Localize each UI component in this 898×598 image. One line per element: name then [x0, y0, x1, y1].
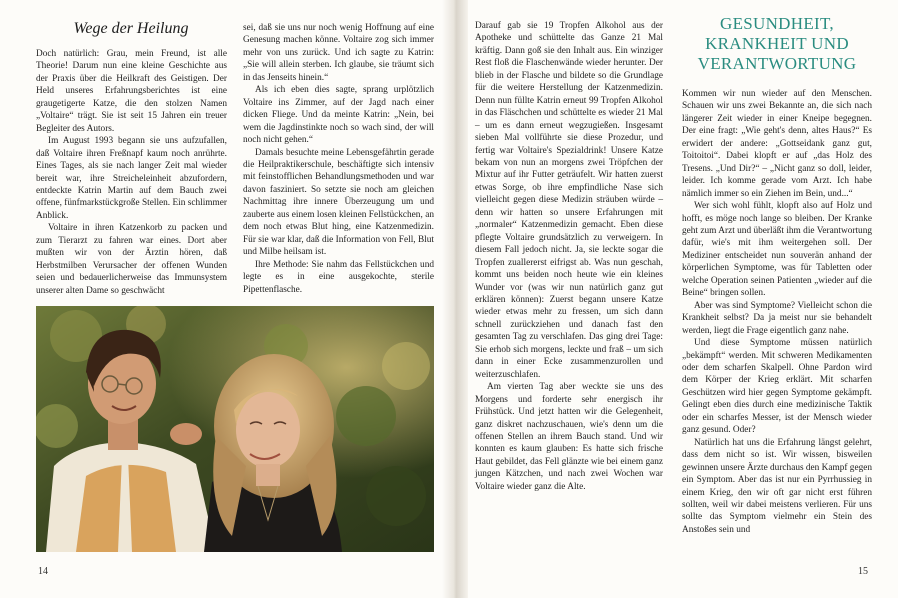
couple-photo [36, 306, 434, 552]
paragraph: Wer sich wohl fühlt, klopft also auf Holz und hofft, es möge noch lange so bleiben. Der Kranke geht zum Arzt und überläßt ihm die Verantwortung dafür, wie's mit ihm weitergehen soll. Der Mediziner entscheidet nun souverän anhand der körperlichen Symptome, was für Tabletten oder welche Operation seinen Patienten „wieder auf die Beine“ bringen sollen. [682, 201, 872, 299]
paragraph: Natürlich hat uns die Erfahrung längst gelehrt, dass dem nicht so ist. Wir wissen, bisweilen gewinnen unsere Ärzte durchaus den Kampf gegen ein Symptom. Aber das ist nur ein Pyrrhussieg in einem Krieg, den wir oft gar nicht erst führen sollten, weil wir dabei meistens verlieren. Für uns sollte das Symptom vielmehr ein Stein des Anstoßes sein und [682, 437, 872, 535]
paragraph: Ihre Methode: Sie nahm das Fellstückchen und legte es in eine ausgekochte, sterile Pipettenflasche. [243, 259, 434, 295]
paragraph: Voltaire in ihren Katzenkorb zu packen und zum Tierarzt zu fahren war eines. Dort aber mußten wir von der Ärztin hören, daß Herbstmilben Verursacher der offenen Wunden seien und bedauerlicherweise das Immunsystem unserer alten Dame so geschwächt [36, 223, 227, 296]
paragraph: sei, daß sie uns nur noch wenig Hoffnung auf eine Genesung machen könne. Voltaire zog sich immer mehr von uns zurück. Und ich sagte zu Katrin: „Sie will allein sterben. Ich glaube, sie träumt sich in das Jenseits hinein.“ [243, 23, 434, 83]
right-column-1 [475, 20, 663, 493]
paragraph: Kommen wir nun wieder auf den Menschen. Schauen wir uns zwei Bekannte an, die sich nach längerer Zeit wieder in einer Kneipe begegnen. Der eine fragt: „Wie geht's denn, altes Haus?“ Es erwidert der andere: „Gottseidank ganz gut, Toitoitoi“. Dabei klopft er auf „das Holz des Tresens. „Und Dir?“ – „Nicht ganz so doll, leider, leider. Ich komme gerade vom Arzt. Ich habe nämlich immer so ein Ziehen im Bein, und...“ [682, 89, 872, 199]
book-gutter [442, 0, 468, 598]
paragraph: Damals besuchte meine Lebensgefährtin gerade die Heilpraktikerschule, beschäftigte sich intensiv mit feinstofflichen Behandlungsmethoden und war davon fasziniert. So setzte sie noch am gleichen Nachmittag ihre innere Überzeugung um und zauberte aus einem losen kleinen Fellstückchen, an dem noch etwas Blut hing, eine Katzenmedizin. Für sie war klar, daß die Information von Fell, Blut und Milbe heilsam ist. [243, 147, 434, 258]
paragraph: Und diese Symptome müssen natürlich „bekämpft“ werden. Mit schweren Medikamenten oder dem scharfen Skalpell. Ohne Pardon wird dem Körper der Krieg erklärt. Mit scharfen Geschützen wird hier gegen Symptome gekämpft. Gelingt eben dies durch eine medizinische Taktik oder ein scharfes Messer, ist der Mensch wieder ganz gesund. Oder? [682, 338, 872, 436]
paragraph: Am vierten Tag aber weckte sie uns des Morgens und forderte sehr energisch ihr Frühstück. Und jetzt hatten wir die Gelegenheit, ganz diskret nachzuschauen, wie's denn um die offenen Stellen an ihrem Bauch stand. Und wir konnten es kaum glauben: Es hatte sich frische Haut gebildet, das Fell glänzte wie bei einem ganz jungen Kätzchen, und nach zwei Wochen war Voltaire wieder ganz die Alte. [475, 382, 663, 492]
chapter-title-line: VERANTWORTUNG [697, 54, 857, 73]
paragraph: Darauf gab sie 19 Tropfen Alkohol aus der Apotheke und schüttelte das Ganze 21 Mal kräftig. Dann goß sie den Inhalt aus. Ein winziger Rest floß die Flaschenwände wieder herunter. Der blieb in der Flasche und bildete so die Grundlage für die weitere Herstellung der Katzenmedizin. Denn nun füllte Katrin erneut 99 Tropfen Alkohol in das Fläschchen und schüttelte es wieder 21 Mal – um es dann erneut wegzugießen. Insgesamt sieben Mal vollführte sie diese Prozedur, und fertig war Voltaire's Spezialdrink! Unsere Katze bekam von nun an morgens zwei Tröpfchen der Mixtur auf ihr Futter geträufelt. Wir hatten zuerst etwas Sorge, ob ihre empfindliche Nase sich vielleicht gegen diese Medizin sträuben würde – denn wir hatten so unsere Erfahrungen mit „normaler“ Katzenmedizin gemacht. Eben diese pflegte Voltaire grundsätzlich zu verweigern. In diesem Fall jedoch nicht. Ja, sie leckte sogar die Tropfen zuallererst eifrigst ab. Was nun geschah, kommt uns beiden noch heute wie ein kleines Wunder vor (was wir nun natürlich ganz gut erklären können): Zuerst begann unsere Katze wieder etwas mehr zu fressen, um sich dann schnell zurückziehen und danach fast den gesamten Tag zu verschlafen. Das ging drei Tage: Sie erhob sich morgens, leckte und fraß – um sich dann in einer Ecke zusammenzurollen und weiterzuschlafen. [475, 21, 663, 380]
page-number-right: 15 [858, 566, 868, 577]
page-number-left: 14 [38, 566, 48, 577]
paragraph: Im August 1993 begann sie uns aufzufallen, daß Voltaire ihren Freßnapf kaum noch anrührte. Eines Tages, als sie nach langer Zeit mal wieder bereit war, ihre Streicheleinheit abzufordern, entdeckte Katrin Martin auf dem Bauch zwei offene, fünfmarkstückgroße Stellen. Ein schlimmer Anblick. [36, 136, 227, 221]
left-column-2 [243, 22, 434, 296]
chapter-title-left: Wege der Heilung [73, 20, 189, 37]
chapter-title-right [682, 14, 872, 74]
left-column-1 [36, 48, 227, 297]
paragraph: Aber was sind Symptome? Vielleicht schon die Krankheit selbst? Da ja meist nur sie behandelt werden, liegt die Frage eigentlich ganz nahe. [682, 300, 872, 336]
right-column-2 [682, 88, 872, 536]
chapter-title-line: GESUNDHEIT, [720, 14, 834, 33]
chapter-title-line: KRANKHEIT UND [705, 34, 849, 53]
paragraph: Doch natürlich: Grau, mein Freund, ist alle Theorie! Darum nun eine kleine Geschichte aus der Praxis über die Heilkraft des Geistigen. Der Held unseres Erfahrungsberichtes ist eine graugetigerte Katze, die den stolzen Namen „Voltaire“ trägt. Sie ist seit 15 Jahren ein treuer Begleiter des Autors. [36, 49, 227, 134]
paragraph: Als ich eben dies sagte, sprang urplötzlich Voltaire ins Zimmer, auf der Jagd nach einer dicken Fliege. Und da meinte Katrin: „Nein, bei wem die Jagdinstinkte noch so wach sind, der will noch nicht gehen.“ [243, 85, 434, 146]
